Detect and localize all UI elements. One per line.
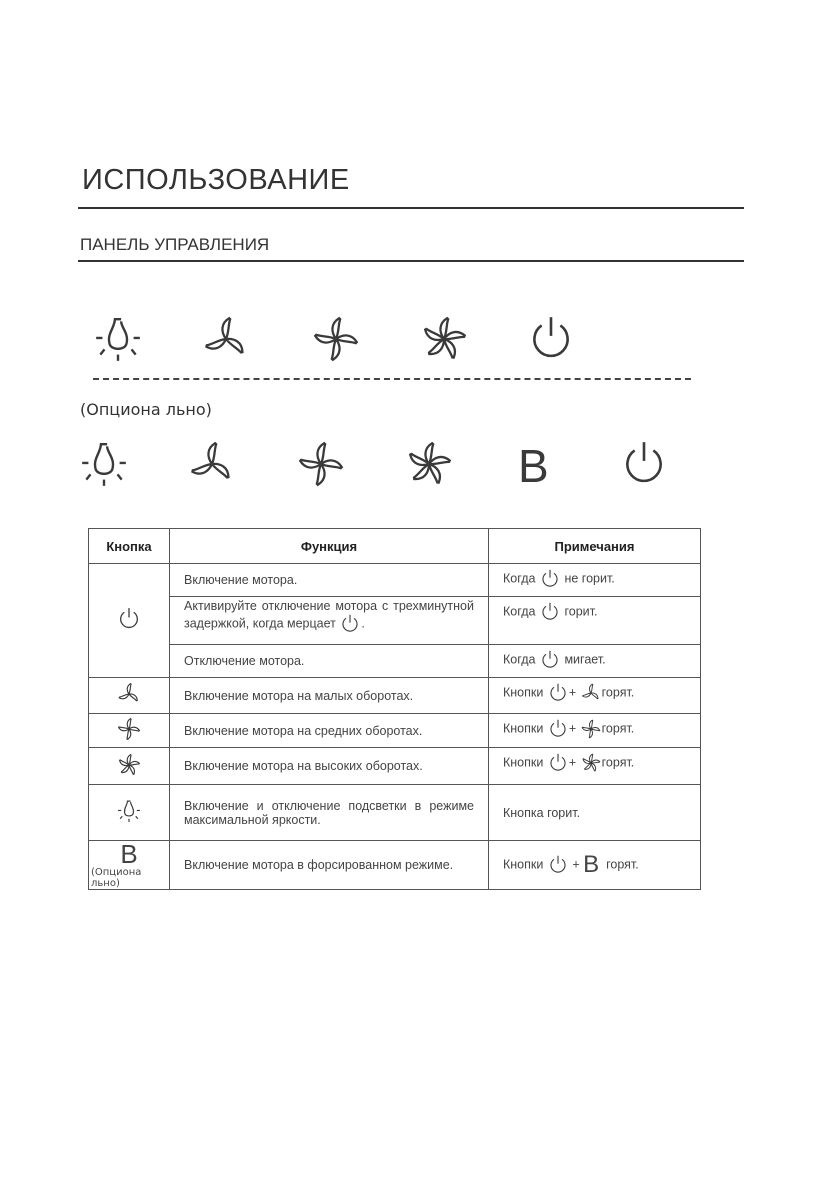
optional-label: (Опциона льно) (91, 867, 142, 889)
note-text: Кнопки (503, 721, 544, 736)
function-table (88, 528, 701, 890)
power-icon (339, 613, 361, 635)
note-cell (489, 678, 701, 714)
divider (78, 207, 744, 209)
note-text: Кнопки (503, 685, 544, 700)
table-row (89, 597, 701, 645)
fan-high-icon (418, 313, 470, 365)
button-cell (89, 714, 170, 748)
function-text: Включение мотора. (170, 564, 489, 597)
power-icon (539, 601, 561, 623)
lamp-icon (92, 313, 144, 365)
page-title: ИСПОЛЬЗОВАНИЕ (82, 164, 350, 196)
power-icon (547, 752, 569, 774)
header-button: Кнопка (89, 529, 170, 564)
fan-medium-icon (116, 716, 142, 742)
function-cell (170, 597, 489, 645)
table-row (89, 841, 701, 890)
function-text: Включение мотора на средних оборотах. (170, 714, 489, 748)
note-cell (489, 714, 701, 748)
divider (78, 260, 744, 262)
power-icon (618, 438, 670, 490)
power-icon (539, 649, 561, 671)
function-text: . (361, 616, 365, 631)
note-text: Кнопки (503, 755, 544, 770)
note-cell (489, 841, 701, 890)
boost-icon: B (518, 440, 549, 492)
power-icon (539, 568, 561, 590)
fan-high-icon (403, 438, 455, 490)
function-text: Включение мотора в форсированном режиме. (170, 841, 489, 890)
button-cell (89, 678, 170, 714)
optional-label: (Опциона льно) (80, 400, 212, 419)
power-icon (547, 854, 569, 876)
fan-low-icon (186, 438, 238, 490)
note-cell (489, 748, 701, 785)
plus-sign: + (568, 685, 577, 700)
fan-medium-icon (580, 718, 602, 740)
table-row (89, 645, 701, 678)
note-text: Кнопка горит. (489, 785, 701, 841)
plus-sign: + (568, 721, 577, 736)
table-row (89, 678, 701, 714)
power-icon (116, 606, 142, 632)
function-text: Включение мотора на малых оборотах. (170, 678, 489, 714)
note-text: горят. (606, 857, 639, 872)
power-icon (547, 682, 569, 704)
note-text: горят. (601, 755, 635, 770)
button-cell (89, 785, 170, 841)
note-text: Кнопки (503, 857, 544, 872)
button-cell (89, 841, 170, 890)
function-text: Включение мотора на высоких оборотах. (170, 748, 489, 785)
function-text: Отключение мотора. (170, 645, 489, 678)
note-text: мигает. (564, 652, 606, 667)
section-title: ПАНЕЛЬ УПРАВЛЕНИЯ (80, 235, 270, 254)
table-header (89, 529, 701, 564)
fan-high-icon (580, 752, 602, 774)
boost-icon: B (120, 839, 138, 869)
note-cell (489, 597, 701, 645)
function-text: Активируйте отключение мотора с трехминутной задержкой, когда мерцает (184, 599, 474, 631)
fan-low-icon (116, 681, 142, 707)
note-text: горит. (564, 604, 598, 619)
plus-sign: + (568, 755, 577, 770)
fan-low-icon (580, 682, 602, 704)
fan-medium-icon (295, 438, 347, 490)
header-notes: Примечания (489, 529, 701, 564)
table-row (89, 785, 701, 841)
fan-low-icon (200, 313, 252, 365)
table-row (89, 714, 701, 748)
power-icon (547, 718, 569, 740)
power-icon (525, 313, 577, 365)
dashed-separator (93, 378, 691, 380)
lamp-icon (78, 438, 130, 490)
note-text: горят. (601, 685, 635, 700)
boost-icon: B (583, 851, 600, 878)
header-function: Функция (170, 529, 489, 564)
note-text: Когда (503, 652, 536, 667)
note-text: Когда (503, 604, 536, 619)
note-cell (489, 564, 701, 597)
table-row (89, 748, 701, 785)
note-text: Когда (503, 571, 536, 586)
table-row (89, 564, 701, 597)
note-text: не горит. (564, 571, 615, 586)
lamp-icon (116, 798, 142, 824)
note-cell (489, 645, 701, 678)
fan-high-icon (116, 752, 142, 778)
button-cell (89, 748, 170, 785)
function-text: Включение и отключение подсветки в режиме максимальной яркости. (170, 785, 489, 841)
note-text: горят. (601, 721, 635, 736)
fan-medium-icon (310, 313, 362, 365)
plus-sign: + (572, 857, 580, 872)
button-cell (89, 564, 170, 678)
